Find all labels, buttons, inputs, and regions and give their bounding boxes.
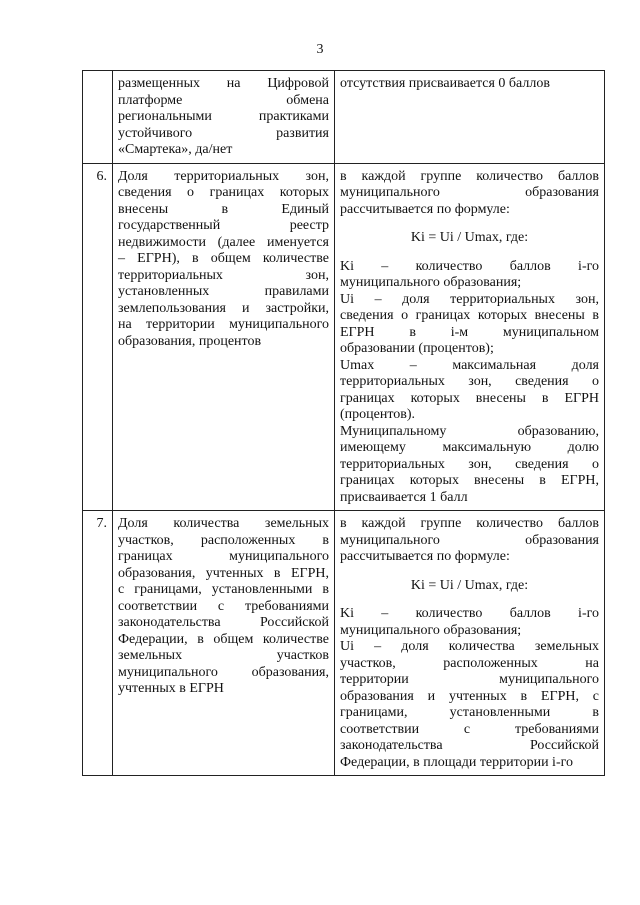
scoring-text-line: границах которых внесены в ЕГРН, xyxy=(340,473,599,488)
criterion-name-line: региональными практиками xyxy=(118,109,329,124)
criterion-name-line: внесены в Единый xyxy=(118,201,329,217)
criteria-table-body xyxy=(83,71,605,776)
scoring-text-line: присваивается 1 балл xyxy=(340,489,468,505)
criterion-name-cell xyxy=(113,71,335,164)
formula: Ki = Ui / Umax, где: xyxy=(410,230,529,245)
criterion-name-line: установленных правилами xyxy=(118,284,329,299)
scoring-text-line: территориальных зон, сведения о xyxy=(340,456,599,472)
scoring-text-line: Ui – доля количества земельных xyxy=(340,639,599,654)
scoring-text-line: границах которых внесены в ЕГРН xyxy=(340,390,599,406)
criterion-name-line: территориальных зон, xyxy=(118,267,329,283)
scoring-text-line: Ki – количество баллов i-го xyxy=(340,606,599,621)
scoring-text-line: Федерации, в площади территории i-го xyxy=(340,754,574,770)
scoring-text-line: муниципального образования xyxy=(340,532,599,548)
scoring-text-line: Ki – количество баллов i-го xyxy=(340,258,599,274)
criterion-name-line: с границами, установленными в xyxy=(118,582,329,597)
formula: Ki = Ui / Umax, где: xyxy=(410,577,529,593)
criterion-name-line: на территории муниципального xyxy=(118,317,329,332)
criterion-name-line: сведения о границах которых xyxy=(118,185,329,200)
criterion-name-line: землепользования и застройки, xyxy=(118,300,329,316)
criterion-name-line: платформе обмена xyxy=(118,92,329,108)
scoring-text-line: законодательства Российской xyxy=(340,738,599,753)
scoring-text-line: муниципального образования; xyxy=(340,275,522,290)
criteria-table xyxy=(82,70,605,776)
row-number-cell xyxy=(83,71,113,164)
criterion-name-line: «Смартека», да/нет xyxy=(118,142,233,157)
scoring-text-line: рассчитывается по формуле: xyxy=(340,549,510,564)
criterion-name-line: размещенных на Цифровой xyxy=(118,76,329,91)
criterion-name-line: Доля территориальных зон, xyxy=(118,168,329,184)
scoring-text-line: муниципального образования; xyxy=(340,622,522,638)
scoring-text-line: территории муниципального xyxy=(340,672,599,687)
criterion-name-cell xyxy=(113,163,335,511)
scoring-text-line: в каждой группе количество баллов xyxy=(340,516,599,531)
table-row xyxy=(83,71,605,164)
scoring-method-cell xyxy=(335,163,605,511)
scoring-text-line: территориальных зон, сведения о xyxy=(340,374,599,389)
criterion-name-line: – ЕГРН), в общем количестве xyxy=(118,251,329,266)
criterion-name-line: соответствии с требованиями xyxy=(118,598,329,614)
scoring-text-line: муниципального образования xyxy=(340,185,599,200)
scoring-text-line: участков, расположенных на xyxy=(340,655,599,671)
scoring-text-line: образования и учтенных в ЕГРН, с xyxy=(340,688,599,704)
scoring-method-cell xyxy=(335,511,605,776)
criterion-name-line: Федерации, в общем количестве xyxy=(118,631,329,647)
scoring-text-line: сведения о границах которых внесены в xyxy=(340,308,599,323)
scoring-text-line: Муниципальному образованию, xyxy=(340,423,599,439)
criterion-name-line: учтенных в ЕГРН xyxy=(118,681,224,696)
scoring-text-line: рассчитывается по формуле: xyxy=(340,201,510,217)
row-number-cell: 7. xyxy=(83,511,113,776)
scoring-text-line: отсутствия присваивается 0 баллов xyxy=(340,76,550,91)
criterion-name-line: участков, расположенных в xyxy=(118,532,329,548)
table-row xyxy=(83,511,605,776)
criterion-name-line: Доля количества земельных xyxy=(118,516,329,531)
scoring-text-line: имеющему максимальную долю xyxy=(340,440,599,455)
scoring-text-line: Ui – доля территориальных зон, xyxy=(340,291,599,307)
criterion-name-line: образования, процентов xyxy=(118,333,262,349)
scoring-text-line: Umax – максимальная доля xyxy=(340,357,599,373)
scoring-text-line: границами, установленными в xyxy=(340,705,599,720)
criterion-name-line: границах муниципального xyxy=(118,549,329,564)
criterion-name-line: земельных участков xyxy=(118,648,329,663)
row-number-cell: 6. xyxy=(83,163,113,511)
scoring-text-line: образовании (процентов); xyxy=(340,341,494,356)
criterion-name-line: государственный реестр xyxy=(118,218,329,233)
table-row xyxy=(83,163,605,511)
scoring-method-cell xyxy=(335,71,605,164)
criterion-name-line: образования, учтенных в ЕГРН, xyxy=(118,565,329,581)
criterion-name-line: устойчивого развития xyxy=(118,125,329,141)
criterion-name-line: муниципального образования, xyxy=(118,664,329,680)
criterion-name-cell xyxy=(113,511,335,776)
criterion-name-line: законодательства Российской xyxy=(118,615,329,630)
scoring-text-line: ЕГРН в i-м муниципальном xyxy=(340,324,599,340)
scoring-text-line: соответствии с требованиями xyxy=(340,721,599,737)
scoring-text-line: в каждой группе количество баллов xyxy=(340,168,599,184)
criterion-name-line: недвижимости (далее именуется xyxy=(118,234,329,250)
page-number: 3 xyxy=(316,42,324,57)
scoring-text-line: (процентов). xyxy=(340,407,416,422)
